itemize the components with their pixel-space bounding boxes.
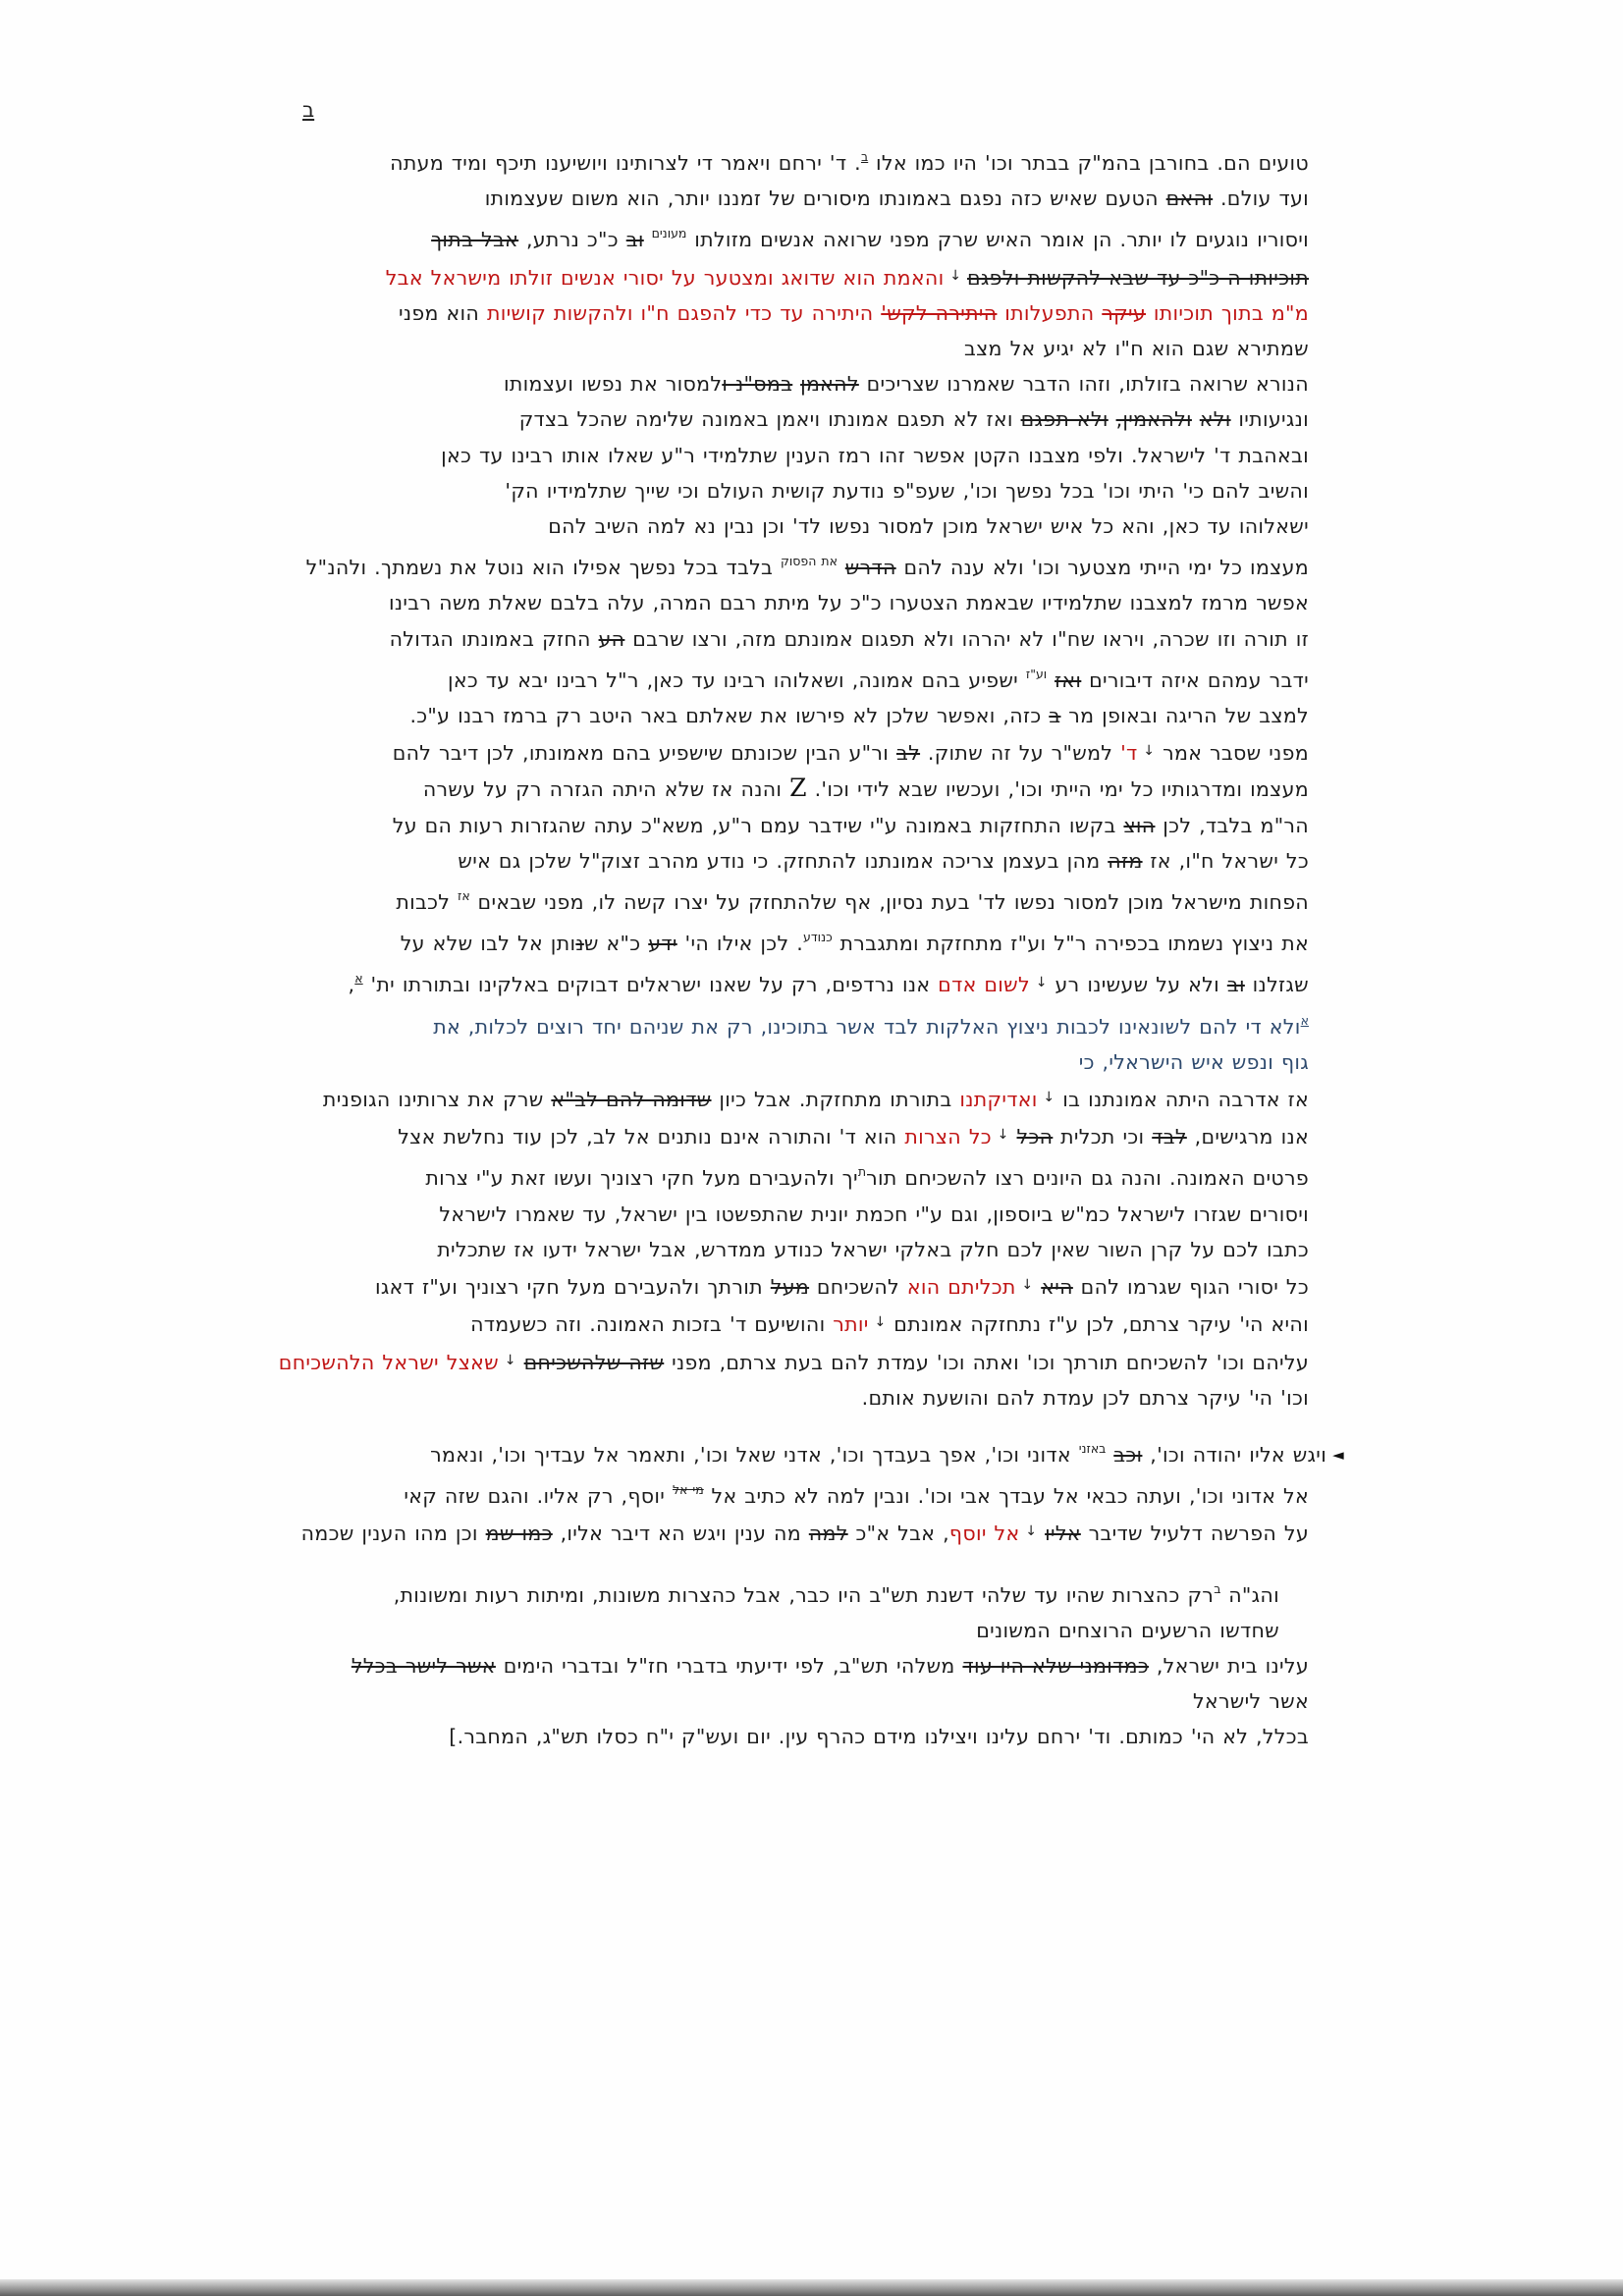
text-segment: שזה שלהשכיחם (523, 1350, 665, 1374)
text-segment: כל הצרות (904, 1125, 992, 1149)
text-line (231, 1232, 1309, 1267)
z-edit-mark: Z (789, 774, 807, 803)
text-segment: הר"מ בלבד, לכן (1155, 813, 1309, 837)
text-line (231, 1044, 1309, 1080)
text-segment: ידע (648, 932, 677, 956)
text-segment: בתורתו מתחזקת. אבל כיון (711, 1088, 960, 1112)
page-number-letter: ב (302, 98, 315, 122)
text-segment: למצב של הריגה ובאופן מר (1060, 704, 1309, 728)
text-line (231, 401, 1309, 437)
text-line (231, 1648, 1309, 1683)
text-segment: ויסורים שגזרו לישראל כמ"ש ביוספון, וגם ע"י חכמת יונית שהתפשטו בין ישראל, עד שאמרו לישראל (439, 1201, 1309, 1226)
text-segment: ישאלוהו עד כאן, והא כל איש ישראל מוכן למסור נפשו לד' וכן נבין נא למה השיב להם (548, 514, 1309, 539)
text-line (231, 508, 1309, 544)
text-segment: אז אדרבה היתה אמונתנו בו (1055, 1088, 1309, 1112)
text-segment: הפחות מישראל מוכן למסור נפשו לד' בעת נסיון, אף שלהתחזק על יצרו קשה לו, מפני שבאים (469, 890, 1309, 915)
text-segment (644, 228, 652, 251)
text-segment: הנורא שרואה בזולתו, וזהו הדבר שאמרנו שצריכים (858, 372, 1309, 397)
text-segment: לבד (1152, 1125, 1187, 1149)
insert-arrow-icon: ↓ (944, 267, 967, 284)
text-segment: מעונים (651, 226, 687, 241)
text-segment: בקשו התחזקות באמונה ע"י שידבר עמם ר"ע, משא"כ עתה שהגזרות רעות הם על (392, 813, 1124, 837)
text-segment: פרטים האמונה. והנה גם היונים רצו להשכיחם תור (866, 1166, 1309, 1191)
text-line (231, 1683, 1309, 1719)
text-segment: על הפרשה דלעיל שדיבר (1080, 1522, 1309, 1546)
text-line (231, 1719, 1309, 1754)
text-segment: מפני שסבר אמר (1155, 741, 1309, 766)
text-line (231, 295, 1309, 331)
text-segment: שגזלנו (1244, 973, 1309, 997)
text-segment: לשום אדם (938, 973, 1030, 997)
text-segment: וכב (1113, 1442, 1143, 1467)
text-segment: עלינו בית ישראל, (1149, 1653, 1309, 1678)
text-segment: ולא על שעשינו רע (1047, 973, 1227, 997)
text-segment: כמו שמ (485, 1522, 553, 1546)
text-segment: ויסוריו נוגעים לו יותר. הן אומר האיש שרק מפני שרואה אנשים מזולתו (686, 228, 1309, 252)
text-segment: אליו (1045, 1522, 1081, 1546)
insert-arrow-icon: ↓ (1029, 975, 1048, 991)
text-segment: הדרש (844, 556, 896, 580)
text-segment: אבל בתוך (431, 228, 519, 252)
text-segment: אפשר מרמז למצבנו שתלמידיו שבאמת הצטערו כ"כ על מיתת רבם המרה, עלה בלבם שאלת משה רבינו (389, 591, 1309, 615)
text-segment: הוא ד' והתורה אינם נותנים אל לב, לכן עוד נחלשת אצל (398, 1125, 905, 1149)
text-segment: א (1300, 1012, 1309, 1028)
text-segment: הכל (1016, 1125, 1054, 1149)
text-segment: היא (1041, 1275, 1073, 1300)
text-line (231, 657, 1309, 698)
text-segment: אל יוסף (948, 1522, 1020, 1546)
text-segment: ור"ע הבין שכונתם שישפיע בהם מאמונתו, לכן דיבר להם (392, 741, 896, 766)
text-line (231, 1380, 1309, 1415)
text-segment: שמתירא שגם הוא ח"ו לא יגיע אל מצב (963, 337, 1309, 361)
text-line (231, 473, 1309, 508)
text-line (231, 771, 1309, 807)
text-line (231, 216, 1309, 257)
text-segment: אנו נרדפים, רק על שאנו ישראלים דבוקים באלקינו ובתורתו ית' (362, 973, 939, 997)
text-segment: יותר (833, 1312, 869, 1337)
text-line (231, 920, 1309, 961)
text-segment: ועד עולם. (1213, 187, 1309, 211)
text-line (231, 733, 1309, 771)
text-line (231, 258, 1309, 295)
text-segment: ב (1049, 704, 1061, 728)
text-segment: בלבד בכל נפשך אפילו הוא נוטל את נשמתך. ולהנ"ל (305, 556, 782, 580)
text-segment: עליהם וכו' להשכיחם תורתך וכו' ואתה וכו' עמדת להם בעת צרתם, מפני (664, 1350, 1309, 1374)
text-segment: ולא די להם לשונאינו לכבות ניצוץ האלקות לבד אשר בתוכינו, רק את שניהם יחד רוצים לכלות, את (433, 1014, 1301, 1039)
text-line (231, 1343, 1309, 1380)
text-line (231, 1003, 1309, 1044)
text-segment: א (354, 971, 363, 987)
text-segment: תוכיותו ה כ"כ עד שבא להקשות ולפגם (967, 265, 1309, 290)
text-segment (1192, 407, 1200, 431)
text-segment: ולהאמין, (1115, 407, 1192, 432)
text-line (231, 1472, 1309, 1514)
text-line (231, 1305, 1309, 1342)
text-segment: והיא הי' עיקר צרתם, לכן ע"ז נתחזקה אמונתם (886, 1312, 1309, 1337)
text-segment: אשר לישר בכלל (351, 1653, 496, 1678)
text-line (231, 621, 1309, 657)
text-segment: החזק באמונתו הגדולה (389, 626, 599, 651)
text-segment: כמדומני שלא היו עוד (962, 1653, 1150, 1678)
text-segment: תכליתם הוא (906, 1275, 1016, 1300)
text-segment: במס"נ ו (722, 372, 793, 397)
text-line (231, 438, 1309, 473)
text-segment: כזה, ואפשר שלכן לא פירשו את שאלתם באר היטב רק ברמז רבנו ע"כ. (409, 704, 1050, 728)
text-segment: ונגיעותיו (1230, 407, 1309, 432)
insert-arrow-icon: ↓ (1037, 1090, 1055, 1106)
text-line (231, 1613, 1309, 1648)
text-line (231, 843, 1309, 879)
text-segment: שחדשו הרשעים הרוצחים המשונים (976, 1618, 1279, 1642)
insert-arrow-icon: ↓ (1137, 743, 1156, 760)
text-segment: וב (625, 228, 644, 252)
text-segment: אנו מרגישים, (1186, 1125, 1309, 1149)
text-line (231, 366, 1309, 401)
text-segment: את הפסוק (781, 554, 838, 569)
text-segment: יוסף, רק אליו. והגם שזה קאי (404, 1484, 673, 1509)
text-segment: היתירה עד כדי להפגם ח"ו ולהקשות קושיות (486, 300, 882, 325)
insert-arrow-icon: ↓ (1019, 1523, 1038, 1540)
text-segment: והג"ה (1220, 1582, 1279, 1607)
insert-arrow-icon: ↓ (991, 1127, 1009, 1144)
text-segment: תורתך ולהעבירם מעל חקי רצוניך וע"ז דאגו (375, 1275, 771, 1300)
text-segment: היתירה לקש' (881, 300, 998, 325)
text-segment: אז (458, 888, 470, 904)
text-segment (516, 1351, 524, 1374)
text-line (231, 698, 1309, 733)
text-segment: , אבל א"כ (847, 1522, 949, 1546)
text-segment: ובאהבת ד' לישראל. ולפי מצבנו הקטן אפשר זהו רמז הענין שתלמידי ר"ע שאלו אותו רבינו עד כאן (441, 443, 1309, 467)
text-segment: כנודע (803, 930, 833, 945)
text-segment: ב (860, 149, 869, 164)
text-segment: אשר לישראל (1192, 1689, 1309, 1714)
text-segment: גוף ונפש איש הישראלי, כי (1078, 1049, 1309, 1074)
insert-arrow-icon: ↓ (1015, 1277, 1034, 1294)
text-segment: לב (895, 741, 921, 766)
text-segment: וכי תכלית (1053, 1125, 1153, 1149)
text-segment: ויגש אליו יהודה וכו', (1142, 1442, 1327, 1467)
text-segment: מעצמו ומדרגותיו כל ימי הייתי וכו', ועכשיו שבא לידי וכו'. (806, 777, 1309, 802)
text-segment: כתבו לכם על קרן השור שאין לכם חלק באלקי ישראל כנודע ממדרש, אבל ישראל ידעו אז שתכלית (437, 1237, 1309, 1261)
text-segment: להאמן (800, 372, 859, 397)
text-segment (838, 556, 845, 579)
text-segment: מה ענין ויגש הא דיבר אליו, (552, 1522, 809, 1546)
text-line (231, 544, 1309, 585)
text-segment: שרק את צרותינו הגופנית (322, 1088, 552, 1112)
text-segment: משלהי תש"ב, לפי ידיעתי בדברי חז"ל ובדברי הימים (495, 1653, 963, 1678)
text-segment: ואז (1055, 667, 1082, 692)
text-line (231, 1514, 1309, 1551)
text-segment: עיקר (1102, 300, 1147, 325)
text-segment: וכו' הי' עיקר צרתם לכן עמדת להם והושעת אותם. (861, 1385, 1309, 1410)
text-segment: הוא מפני (399, 300, 487, 325)
text-line (231, 331, 1309, 366)
text-segment: וכן מהו הענין שכמה (300, 1522, 486, 1546)
text-segment: מ"מ בתוך תוכיותו (1146, 300, 1309, 325)
text-line (231, 879, 1309, 920)
text-segment: למה (808, 1522, 848, 1546)
text-segment (1009, 1125, 1017, 1148)
text-line (231, 1267, 1309, 1305)
insert-arrow-icon: ↓ (499, 1352, 516, 1368)
text-segment: כל ישראל ח"ו, אז (1142, 848, 1309, 873)
text-line (231, 1572, 1309, 1613)
text-segment: זו תורה וזו שכרה, ויראו שח"ו לא יהרהו ולא תפגום אמונתם מזה, ורצו שרבם (624, 626, 1309, 651)
text-segment: מי אל (672, 1482, 704, 1498)
text-segment: ידבר עמהם איזה דיבורים (1081, 667, 1309, 692)
text-segment: ותן אל לבו שלא על (400, 932, 576, 956)
text-segment: טועים הם. בחורבן בהמ"ק בבתר וכו' היו כמו אלו (868, 151, 1309, 175)
text-segment: אדוני וכו', אפך בעבדך וכו', אדני שאל וכו', ותאמר אל עבדיך וכו', ונאמר (430, 1442, 1079, 1467)
text-segment: והשיב להם כי' היתי וכו' בכל נפשך וכו', שעפ"פ נודעת קושית העולם וכי שייך שתלמידיו הק' (505, 478, 1309, 503)
text-segment: . לכן אילו הי' (676, 932, 804, 956)
text-line (231, 1080, 1309, 1117)
text-line (231, 1117, 1309, 1154)
text-segment: ולא (1199, 407, 1231, 432)
text-segment: לכבות (396, 890, 459, 915)
text-segment: מעל (770, 1275, 810, 1300)
text-segment: אל אדוני וכו', ועתה כבאי אל עבדך אבי וכו'. ונבין למה לא כתיב אל (703, 1484, 1309, 1509)
text-segment: את ניצוץ נשמתו בכפירה ר"ל וע"ז מתחזקת ומתגברת (832, 932, 1309, 956)
text-segment: שאצל ישראל הלהשכיחם (278, 1350, 499, 1374)
text-segment (1109, 407, 1116, 431)
text-segment: למש"ר על זה שתוק. (920, 741, 1121, 766)
page-bottom-edge (0, 2279, 1623, 2296)
text-line (231, 808, 1309, 843)
paragraph-marker-icon: ◄ (1326, 1445, 1344, 1464)
text-segment: נ (575, 932, 584, 956)
text-segment: ת (857, 1164, 867, 1180)
text-segment: ישפיע בהם אמונה, ושאלוהו רבינו עד כאן, ר"ל רבינו יבא עד כאן (447, 667, 1026, 692)
text-segment: ד' (1120, 741, 1138, 766)
text-line (231, 139, 1309, 181)
text-segment: מהן בעצמן צריכה אמונתנו להתחזק. כי נודע מהרב זצוק"ל שלכן גם איש (458, 848, 1109, 873)
text-segment: הטעם שאיש כזה נפגם באמונתו מיסורים של זמננו יותר, הוא משום שעצמותו (484, 187, 1166, 211)
text-segment: והאמת הוא שדואג ומצטער על יסורי אנשים זולתו מישראל אבל (385, 265, 945, 290)
text-segment: כ"א ש (583, 932, 649, 956)
text-segment: מזה (1108, 848, 1143, 873)
text-segment: ולא תפגם (1020, 407, 1109, 432)
text-segment: ואדיקתנו (959, 1088, 1038, 1112)
text-segment: ואז לא תפגם אמונתו ויאמן באמונה שלימה שהכל בצדק (518, 407, 1021, 432)
text-segment: כ"כ נרתע, (518, 228, 626, 252)
text-line (231, 585, 1309, 620)
text-segment: יך ולהעבירם מעל חקי רצוניך ועשו זאת ע"י צרות (425, 1166, 858, 1191)
text-segment: וע"ז (1025, 666, 1048, 681)
text-segment (792, 372, 800, 396)
text-segment: באזני (1078, 1440, 1107, 1456)
text-segment: . ד' ירחם ויאמר די לצרותינו ויושיענו תיכף ומיד מעתה (390, 151, 861, 175)
text-line (231, 181, 1309, 216)
text-segment (1037, 1522, 1045, 1545)
text-segment (1047, 668, 1055, 692)
text-segment: להשכיחם (809, 1275, 907, 1300)
text-segment: והנה אז שלא היתה הגזרה רק על עשרה (422, 777, 790, 802)
text-segment: רק כהצרות שהיו עד שלהי דשנת תש"ב היו כבר, אבל כהצרות משונות, ומיתות רעות ומשונות, (393, 1582, 1215, 1607)
text-segment: וב (1226, 973, 1245, 997)
text-segment: ב (1214, 1580, 1221, 1596)
text-segment: והושיעם ד' בזכות האמונה. וזה כשעמדה (470, 1312, 834, 1337)
text-line (231, 1197, 1309, 1232)
text-line (231, 1431, 1344, 1472)
text-segment: למסור את נפשו ועצמותו (503, 372, 723, 397)
text-segment: שדומה להם לב"א (551, 1088, 712, 1112)
text-segment: והאם (1165, 187, 1214, 211)
text-segment: כל יסורי הגוף שגרמו להם (1072, 1275, 1309, 1300)
text-line (231, 961, 1309, 1002)
text-segment: התפעלותו (997, 300, 1103, 325)
text-body (231, 139, 1344, 1755)
text-segment: הוצ (1123, 813, 1156, 837)
text-line (231, 1154, 1309, 1196)
text-segment: בכלל, לא הי' כמותם. וד' ירחם עלינו ויצילנו מידם כהרף עין. יום ועש"ק י"ח כסלו תש"ג, המחבר.] (449, 1725, 1309, 1749)
text-segment: הע (598, 626, 625, 651)
text-segment: מעצמו כל ימי הייתי מצטער וכו' ולא ענה להם (895, 556, 1309, 580)
text-segment: , (348, 973, 355, 997)
insert-arrow-icon: ↓ (868, 1314, 887, 1331)
